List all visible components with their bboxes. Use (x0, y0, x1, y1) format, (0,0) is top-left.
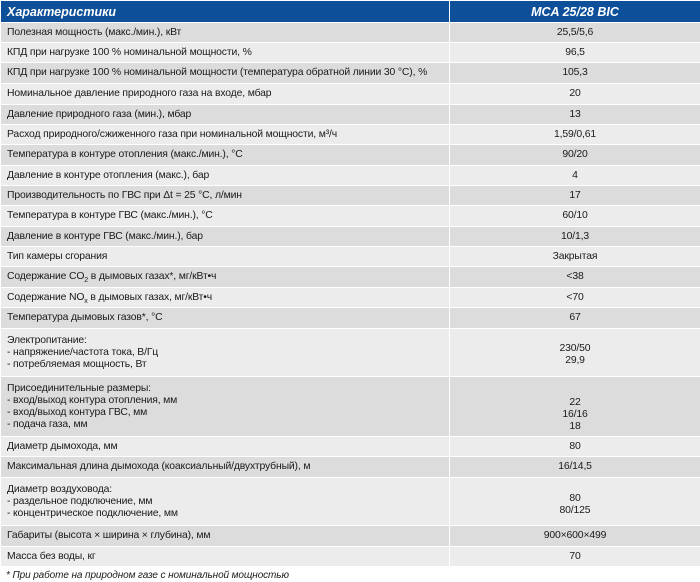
table-row (1, 84, 700, 105)
row-value: 17 (450, 186, 700, 206)
table-row (1, 437, 700, 457)
power-value: 29,9 (565, 355, 585, 366)
table-row (1, 186, 700, 206)
table-row (1, 63, 700, 84)
row-value: 4 (450, 166, 700, 186)
row-value: 25,5/5,6 (450, 23, 700, 43)
row-value: 67 (450, 308, 700, 329)
row-label: Температура в контуре отопления (макс./мин.), °С (1, 145, 450, 166)
footnote: * При работе на природном газе с номинальной мощностью (6, 570, 289, 581)
table-row (1, 526, 700, 547)
row-label (1, 267, 450, 288)
table-row (1, 227, 700, 247)
co2-subscript: 2 (84, 277, 88, 285)
connections-value: 18 (569, 421, 581, 432)
connections-value: 22 (569, 397, 581, 408)
row-label (1, 329, 450, 377)
label-text: в дымовых газах*, мг/кВт•ч (88, 271, 217, 282)
row-value: 96,5 (450, 43, 700, 63)
connections-line: - вход/выход контура отопления, мм (7, 394, 178, 406)
row-value: 900×600×499 (450, 526, 700, 547)
row-value: <38 (450, 267, 700, 288)
row-value (450, 329, 700, 377)
table-row (1, 125, 700, 145)
row-value: 10/1,3 (450, 227, 700, 247)
row-value: 1,59/0,61 (450, 125, 700, 145)
power-line: - напряжение/частота тока, В/Гц (7, 346, 159, 358)
nox-subscript: x (84, 297, 88, 305)
power-title: Электропитание: (7, 334, 87, 346)
row-value: Закрытая (450, 247, 700, 267)
air-duct-title: Диаметр воздуховода: (7, 483, 113, 495)
row-label: Давление в контуре ГВС (макс./мин.), бар (1, 227, 450, 247)
row-label (1, 478, 450, 526)
power-value: 230/50 (559, 343, 591, 354)
row-value: 90/20 (450, 145, 700, 166)
air-duct-value: 80 (569, 493, 581, 504)
header-model: MCA 25/28 BIC (450, 1, 700, 23)
row-label: Масса без воды, кг (1, 547, 450, 567)
label-text: Содержание NO (7, 291, 85, 303)
row-label: Тип камеры сгорания (1, 247, 450, 267)
table-row (1, 105, 700, 125)
row-label: Расход природного/сжиженного газа при номинальной мощности, м³/ч (1, 125, 450, 145)
air-duct-value: 80/125 (559, 505, 591, 516)
table-row-connections (1, 377, 700, 437)
connections-value: 16/16 (562, 409, 588, 420)
air-duct-line: - раздельное подключение, мм (7, 495, 153, 507)
row-label: КПД при нагрузке 100 % номинальной мощности (температура обратной линии 30 °С), % (1, 63, 450, 84)
table-row (1, 206, 700, 227)
row-value (450, 377, 700, 437)
table-row (1, 23, 700, 43)
table-row-air-duct (1, 478, 700, 526)
table-row (1, 267, 700, 288)
row-value: 20 (450, 84, 700, 105)
row-value: 80 (450, 437, 700, 457)
row-label: Температура в контуре ГВС (макс./мин.), °С (1, 206, 450, 227)
table-row (1, 247, 700, 267)
connections-line: - подача газа, мм (7, 418, 88, 430)
table-row (1, 288, 700, 308)
row-label: Номинальное давление природного газа на входе, мбар (1, 84, 450, 105)
connections-title: Присоединительные размеры: (7, 382, 151, 394)
row-label: Давление природного газа (мин.), мбар (1, 105, 450, 125)
table-row (1, 308, 700, 329)
table-row (1, 43, 700, 63)
table-row (1, 166, 700, 186)
row-value: 16/14,5 (450, 457, 700, 478)
connections-line: - вход/выход контура ГВС, мм (7, 406, 148, 418)
table-header-row (1, 1, 700, 23)
row-label: КПД при нагрузке 100 % номинальной мощности, % (1, 43, 450, 63)
row-value: 60/10 (450, 206, 700, 227)
row-value: 70 (450, 547, 700, 567)
row-label (1, 377, 450, 437)
row-label: Давление в контуре отопления (макс.), бар (1, 166, 450, 186)
header-characteristics: Характеристики (1, 1, 450, 23)
row-label: Габариты (высота × ширина × глубина), мм (1, 526, 450, 547)
row-label (1, 288, 450, 308)
row-value: 13 (450, 105, 700, 125)
table-row (1, 145, 700, 166)
table-row-power (1, 329, 700, 377)
row-value: 105,3 (450, 63, 700, 84)
label-text: Содержание CO (7, 271, 85, 282)
row-label: Диаметр дымохода, мм (1, 437, 450, 457)
air-duct-line: - концентрическое подключение, мм (7, 507, 178, 519)
power-line: - потребляемая мощность, Вт (7, 358, 147, 370)
table-row (1, 547, 700, 567)
row-label: Полезная мощность (макс./мин.), кВт (1, 23, 450, 43)
row-label: Температура дымовых газов*, °С (1, 308, 450, 329)
label-text: в дымовых газах, мг/кВт•ч (87, 291, 213, 303)
row-label: Максимальная длина дымохода (коаксиальный/двухтрубный), м (1, 457, 450, 478)
row-label: Производительность по ГВС при Δt = 25 °С, л/мин (1, 186, 450, 206)
row-value: <70 (450, 288, 700, 308)
row-value (450, 478, 700, 526)
table-row (1, 457, 700, 478)
